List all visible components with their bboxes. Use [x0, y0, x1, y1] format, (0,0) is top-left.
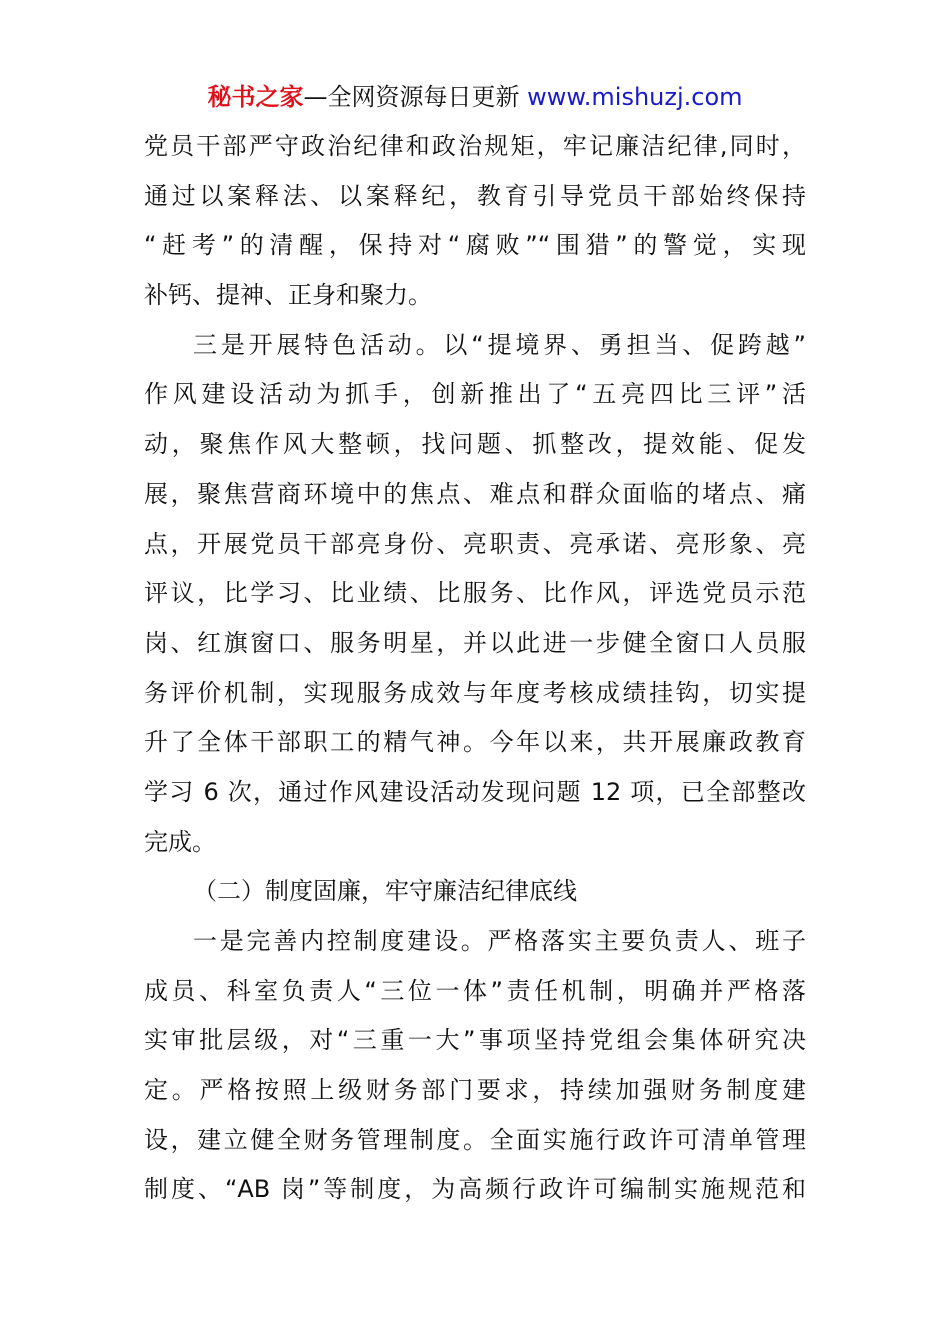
text-line: 作风建设活动为抓手，创新推出了“五亮四比三评”活 — [144, 380, 806, 409]
text-line: 学习 6 次，通过作风建设活动发现问题 12 项，已全部整改 — [144, 777, 806, 806]
text-line: 补钙、提神、正身和聚力。 — [144, 281, 432, 310]
text-line: 党员干部严守政治纪律和政治规矩，牢记廉洁纪律,同时， — [144, 132, 806, 160]
text-line: 点，开展党员干部亮身份、亮职责、亮承诺、亮形象、亮 — [144, 529, 806, 558]
text-line: 岗、红旗窗口、服务明星，并以此进一步健全窗口人员服 — [144, 628, 806, 657]
text-line: 通过以案释法、以案释纪，教育引导党员干部始终保持 — [144, 181, 806, 210]
site-url-link[interactable]: www.mishuzj.com — [527, 83, 743, 111]
header-tagline: —全网资源每日更新 — [303, 83, 528, 111]
text-line: 实审批层级，对“三重一大”事项坚持党组会集体研究决 — [144, 1026, 806, 1055]
text-line: 升了全体干部职工的精气神。今年以来，共开展廉政教育 — [144, 728, 806, 757]
text-line: 评议，比学习、比业绩、比服务、比作风，评选党员示范 — [144, 579, 806, 608]
text-line: 三是开展特色活动。以“提境界、勇担当、促跨越” — [193, 330, 806, 359]
text-line: 定。严格按照上级财务部门要求，持续加强财务制度建 — [144, 1076, 806, 1105]
text-line: 成员、科室负责人“三位一体”责任机制，明确并严格落 — [144, 976, 806, 1005]
text-line: 展，聚焦营商环境中的焦点、难点和群众面临的堵点、痛 — [144, 479, 806, 508]
document-body — [144, 122, 806, 1215]
text-line: 务评价机制，实现服务成效与年度考核成绩挂钩，切实提 — [144, 678, 806, 707]
section-heading: （二）制度固廉，牢守廉洁纪律底线 — [193, 877, 577, 906]
page-header — [0, 80, 950, 114]
text-line: 动，聚焦作风大整顿，找问题、抓整改，提效能、促发 — [144, 430, 806, 459]
text-line: 一是完善内控制度建设。严格落实主要负责人、班子 — [193, 927, 806, 955]
text-line: 完成。 — [144, 827, 216, 856]
text-line: 制度、“AB 岗”等制度，为高频行政许可编制实施规范和 — [144, 1175, 806, 1204]
brand-name: 秘书之家 — [207, 83, 304, 111]
text-line: 设，建立健全财务管理制度。全面实施行政许可清单管理 — [144, 1125, 806, 1154]
text-line: “赶考”的清醒，保持对“腐败”“围猎”的警觉，实现 — [144, 231, 806, 260]
